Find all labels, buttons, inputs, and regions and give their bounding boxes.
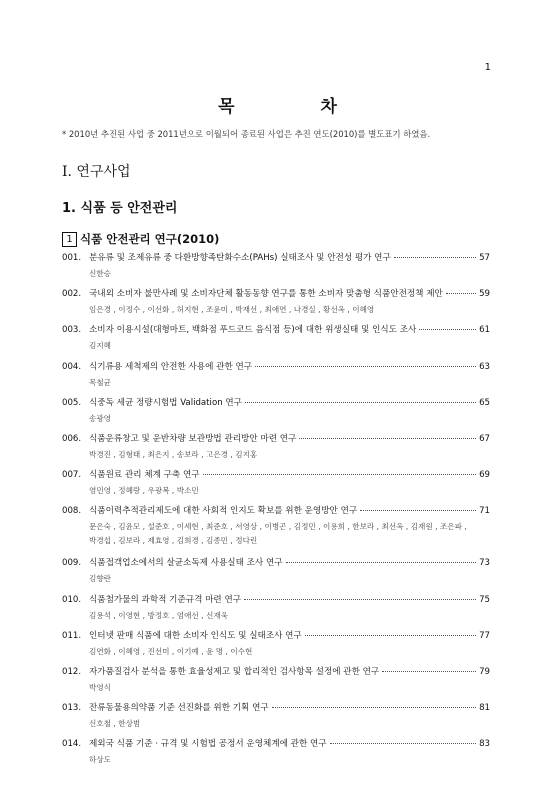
toc-entry-row bbox=[62, 251, 490, 263]
entry-page-number: 73 bbox=[479, 558, 490, 569]
dot-leader bbox=[305, 635, 476, 636]
entry-page-number: 79 bbox=[479, 666, 490, 677]
entry-page-number: 61 bbox=[479, 325, 490, 336]
entry-number: 008. bbox=[62, 506, 82, 517]
dot-leader bbox=[446, 293, 476, 294]
entry-number: 009. bbox=[62, 558, 82, 569]
entry-authors: 박영식 bbox=[89, 682, 112, 692]
section-heading: 1. 식품 등 안전관리 bbox=[62, 201, 178, 216]
toc-entry[interactable] bbox=[62, 251, 490, 287]
boxed-number: 1 bbox=[62, 232, 77, 247]
entry-authors: 하상도 bbox=[89, 755, 112, 765]
page-number: 1 bbox=[484, 62, 491, 73]
toc-entry-row bbox=[62, 665, 490, 677]
entry-page-number: 67 bbox=[479, 433, 490, 444]
entry-page-number: 59 bbox=[479, 289, 490, 300]
toc-entry[interactable] bbox=[62, 737, 490, 773]
entry-number: 012. bbox=[62, 666, 82, 677]
toc-entry[interactable] bbox=[62, 323, 490, 359]
toc-entry-row bbox=[62, 556, 490, 568]
entry-authors: 신호철 , 한상범 bbox=[89, 719, 141, 729]
dot-leader bbox=[244, 599, 476, 600]
subsection-heading bbox=[62, 231, 219, 247]
page-title: 목 차 bbox=[218, 97, 377, 117]
entry-page-number: 63 bbox=[479, 361, 490, 372]
dot-leader bbox=[286, 562, 477, 563]
toc-entry[interactable] bbox=[62, 504, 490, 556]
entry-title: 소비자 이용시설(대형마트, 백화점 푸드코드 음식점 등)에 대한 위생실태 및 인식도 조사 bbox=[89, 325, 417, 336]
dot-leader bbox=[382, 671, 476, 672]
entry-authors: 박경진 , 김형태 , 최은지 , 송보라 , 고은경 , 김지홍 bbox=[89, 449, 258, 459]
entry-title: 잔류동물용의약품 기준 선진화를 위한 기획 연구 bbox=[89, 703, 269, 714]
entry-page-number: 57 bbox=[479, 253, 490, 263]
dot-leader bbox=[255, 366, 476, 367]
toc-entry[interactable] bbox=[62, 360, 490, 396]
entry-authors: 김연화 , 이혜영 , 진선미 , 이기예 , 윤 명 , 이수현 bbox=[89, 646, 253, 656]
entry-page-number: 65 bbox=[479, 397, 490, 408]
toc-entry-row bbox=[62, 360, 490, 372]
entry-title: 식품운류창고 및 운반차량 보관방법 관리방안 마련 연구 bbox=[89, 433, 297, 444]
toc-entry-row bbox=[62, 593, 490, 605]
entry-title: 식품접객업소에서의 살균소독제 사용실태 조사 연구 bbox=[89, 558, 283, 569]
dot-leader bbox=[394, 257, 476, 258]
entry-page-number: 71 bbox=[479, 506, 490, 517]
entry-title: 제외국 식품 기준 · 규격 및 시험법 공정서 운영체계에 관한 연구 bbox=[89, 739, 327, 750]
entry-authors: 김향란 bbox=[89, 574, 112, 584]
dot-leader bbox=[203, 474, 477, 475]
toc-entry[interactable] bbox=[62, 396, 490, 432]
entry-title: 식기류용 세척제의 안전한 사용에 관한 연구 bbox=[89, 361, 253, 372]
toc-entry-row bbox=[62, 432, 490, 444]
dot-leader bbox=[419, 329, 476, 330]
toc-entry[interactable] bbox=[62, 432, 490, 468]
entry-authors: 김용석 , 이영현 , 방정호 , 엄애선 , 신재욱 bbox=[89, 610, 228, 620]
entry-authors: 김지혜 bbox=[89, 341, 112, 351]
entry-authors: 임은경 , 이정수 , 이선화 , 허지현 , 조윤미 , 박재선 , 최애연 , 나경실 , 황선옥 , 이혜영 bbox=[89, 305, 375, 315]
entry-page-number: 75 bbox=[479, 594, 490, 605]
entry-number: 004. bbox=[62, 361, 82, 372]
footnote-note: * 2010년 추진된 사업 중 2011년으로 이월되어 종료된 사업은 추진 연도(2010)를 별도표기 하였음. bbox=[62, 129, 431, 139]
entry-number: 010. bbox=[62, 594, 82, 605]
toc-entry[interactable] bbox=[62, 468, 490, 504]
entry-authors: 염민영 , 정혜랑 , 우광복 , 박소민 bbox=[89, 486, 199, 496]
toc-entry-row bbox=[62, 468, 490, 480]
table-of-contents bbox=[62, 251, 490, 773]
entry-authors-continued: 박경섭 , 김보라 , 제효영 , 김희경 , 김종민 , 정다린 bbox=[89, 536, 258, 546]
toc-entry-row bbox=[62, 504, 490, 516]
toc-entry[interactable] bbox=[62, 593, 490, 629]
toc-entry-row bbox=[62, 629, 490, 641]
entry-number: 006. bbox=[62, 433, 82, 444]
entry-title: 자가품질검사 분석을 통한 효율성제고 및 합리적인 검사항목 설정에 관한 연구 bbox=[89, 666, 380, 677]
entry-page-number: 81 bbox=[479, 703, 490, 714]
entry-authors: 문은숙 , 김윤모 , 설준호 , 이세현 , 최준호 , 서영상 , 이병곤 , 김정민 , 이용희 , 한보라 , 최선옥 , 김재원 , 조은파 , bbox=[89, 522, 467, 532]
entry-page-number: 83 bbox=[479, 739, 490, 750]
entry-title: 식품원료 관리 체계 구축 연구 bbox=[89, 470, 200, 481]
entry-number: 002. bbox=[62, 289, 82, 300]
toc-entry-row bbox=[62, 396, 490, 408]
toc-entry[interactable] bbox=[62, 629, 490, 665]
entry-number: 014. bbox=[62, 739, 82, 750]
entry-title: 분유류 및 조제유류 중 다환방향족탄화수소(PAHs) 실태조사 및 안전성 평가 연구 bbox=[89, 253, 391, 263]
entry-title: 국내외 소비자 불만사례 및 소비자단체 활동동향 연구를 통한 소비자 맞춤형 식품안전정책 제안 bbox=[89, 289, 443, 300]
toc-entry[interactable] bbox=[62, 556, 490, 592]
entry-number: 007. bbox=[62, 470, 82, 481]
entry-authors: 신한승 bbox=[89, 269, 112, 278]
entry-title: 식중독 세균 정량시험법 Validation 연구 bbox=[89, 397, 242, 408]
toc-entry-row bbox=[62, 323, 490, 335]
entry-number: 013. bbox=[62, 703, 82, 714]
entry-page-number: 69 bbox=[479, 470, 490, 481]
dot-leader bbox=[272, 707, 476, 708]
entry-number: 001. bbox=[62, 253, 82, 263]
entry-page-number: 77 bbox=[479, 630, 490, 641]
entry-number: 011. bbox=[62, 630, 82, 641]
toc-entry-row bbox=[62, 287, 490, 299]
entry-number: 005. bbox=[62, 397, 82, 408]
toc-entry-row bbox=[62, 737, 490, 749]
subsection-label: 식품 안전관리 연구(2010) bbox=[80, 232, 220, 246]
toc-entry[interactable] bbox=[62, 665, 490, 701]
entry-title: 식품첨가물의 과학적 기준규격 마련 연구 bbox=[89, 594, 242, 605]
toc-entry-row bbox=[62, 701, 490, 713]
entry-title: 인터넷 판매 식품에 대한 소비자 인식도 및 실태조사 연구 bbox=[89, 630, 302, 641]
dot-leader bbox=[245, 402, 476, 403]
entry-authors: 목철균 bbox=[89, 377, 112, 387]
dot-leader bbox=[360, 510, 476, 511]
entry-number: 003. bbox=[62, 325, 82, 336]
dot-leader bbox=[330, 743, 476, 744]
toc-entry[interactable] bbox=[62, 287, 490, 323]
entry-authors: 송광영 bbox=[89, 413, 112, 423]
part-heading: Ⅰ. 연구사업 bbox=[62, 164, 131, 180]
entry-title: 식품이력추적관리제도에 대한 사회적 인지도 확보를 위한 운영방안 연구 bbox=[89, 506, 358, 517]
dot-leader bbox=[299, 438, 476, 439]
toc-entry[interactable] bbox=[62, 701, 490, 737]
